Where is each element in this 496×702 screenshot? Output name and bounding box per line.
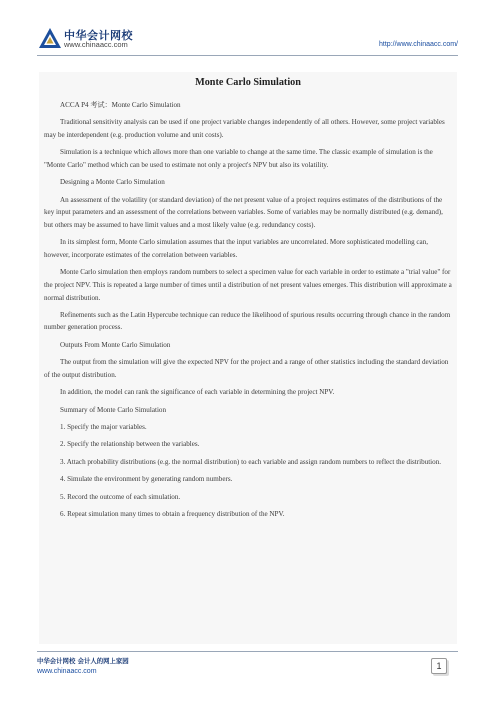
footer-slogan: 中华会计网校 会计人的网上家园 (37, 657, 129, 665)
paragraph: In addition, the model can rank the significance of each variable in determining the project NPV. (60, 388, 335, 397)
list-item: 2. Specify the relationship between the variables. (60, 440, 200, 449)
list-item: 6. Repeat simulation many times to obtain a frequency distribution of the NPV. (60, 509, 285, 518)
page-header (0, 0, 496, 62)
footer-divider (37, 651, 458, 652)
section-heading: Outputs From Monte Carlo Simulation (60, 340, 171, 349)
section-heading: Summary of Monte Carlo Simulation (60, 405, 167, 414)
document-title: Monte Carlo Simulation (195, 77, 301, 88)
logo-icon (37, 26, 63, 50)
section-heading: Designing a Monte Carlo Simulation (60, 178, 165, 187)
header-divider (37, 55, 458, 56)
paragraph: ACCA P4 考试：Monte Carlo Simulation (60, 101, 181, 109)
footer-url-link[interactable]: www.chinaacc.com (37, 668, 97, 675)
list-item: 4. Simulate the environment by generating random numbers. (60, 475, 233, 484)
paragraph: Traditional sensitivity analysis can be used if one project variable changes independently of all others. However, some project variables may be interdependent (e.g. production volume and unit costs). (44, 118, 445, 139)
paragraph: Monte Carlo simulation then employs random numbers to select a specimen value for each variable in order to estimate a "trial value" for the project NPV. This is repeated a large number of times until a distribution of net present values emerges. This distribution will approximate a normal distribution. (44, 268, 452, 302)
paragraph: The output from the simulation will give the expected NPV for the project and a range of other statistics including the standard deviation of the output distribution. (44, 358, 449, 379)
paragraph: Simulation is a technique which allows more than one variable to change at the same time. The classic example of simulation is the "Monte Carlo" method which can be used to estimate not only a project's NPV but also its volatility. (44, 148, 433, 169)
paragraph: In its simplest form, Monte Carlo simulation assumes that the input variables are uncorrelated. More sophisticated modelling can, however, incorporate estimates of the correlation between variables. (44, 238, 429, 259)
list-item: 1. Specify the major variables. (60, 423, 147, 432)
paragraph: An assessment of the volatility (or standard deviation) of the net present value of a project requires estimates of the distributions of the key input parameters and an assessment of the correlations between variables. Some of variables may be normally distributed (e.g. demand), but others may be assumed to have limit values and a most likely value (e.g. redundancy costs). (44, 195, 443, 229)
paragraph: Refinements such as the Latin Hypercube technique can reduce the likelihood of spurious results occurring through chance in the random number generation process. (44, 310, 451, 332)
page-number: 1 (431, 658, 447, 674)
list-item: 5. Record the outcome of each simulation. (60, 492, 181, 501)
logo-url[interactable]: www.chinaacc.com (64, 40, 128, 49)
document-body (39, 72, 457, 644)
logo-title: 中华会计网校 (64, 29, 133, 42)
header-url-link[interactable]: http://www.chinaacc.com/ (379, 41, 458, 48)
list-item: 3. Attach probability distributions (e.g. the normal distribution) to each variable and assign random numbers to reflect the distribution. (60, 457, 442, 466)
